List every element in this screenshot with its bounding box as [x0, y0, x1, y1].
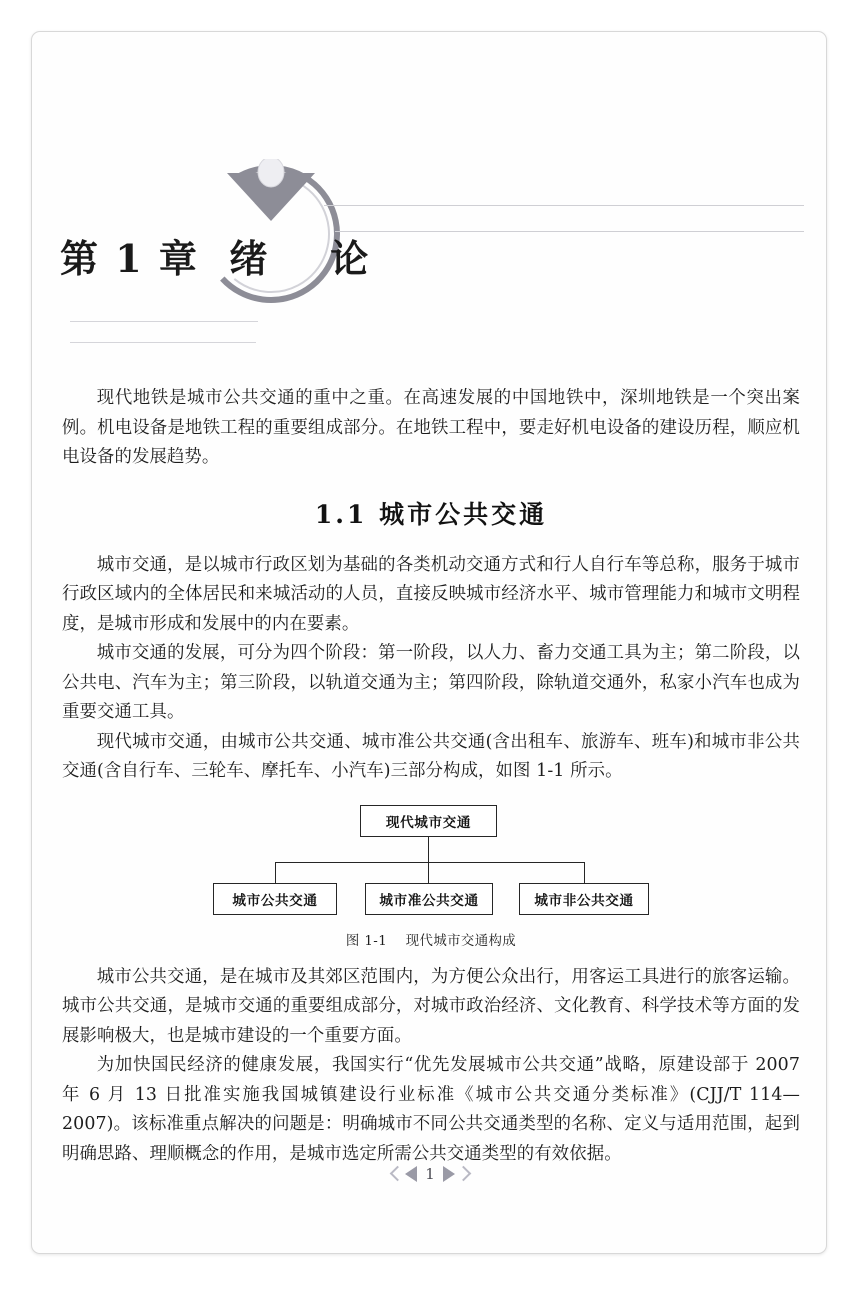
tree-node-public-transport: 城市公共交通 — [213, 883, 337, 915]
figure-block — [62, 805, 800, 949]
header-rule-left-top — [70, 321, 258, 322]
footer-arrows-right — [443, 1166, 468, 1182]
connector-drop-child-1 — [275, 862, 276, 883]
triangle-right-icon — [443, 1166, 455, 1182]
chevron-left-outer-icon — [392, 1167, 402, 1182]
page-footer — [32, 1165, 828, 1183]
chevron-right-outer-icon — [458, 1167, 468, 1182]
transport-composition-tree-diagram — [213, 805, 649, 917]
figure-caption: 图 1-1 现代城市交通构成 — [345, 933, 517, 949]
section-paragraph-3: 现代城市交通，由城市公共交通、城市准公共交通(含出租车、旅游车、班车)和城市非公共交通(含自行车、三轮车、摩托车、小汽车)三部分构成，如图 1-1 所示。 — [62, 731, 800, 781]
section-heading: 1.1 城市公共交通 — [314, 499, 548, 529]
page-content — [62, 384, 800, 1169]
section-paragraph-4: 城市公共交通，是在城市及其郊区范围内，为方便公众出行，用客运工具进行的旅客运输。城市公共交通，是城市交通的重要组成部分，对城市政治经济、文化教育、科学技术等方面的发展影响极大，也是城市建设的一个重要方面。 — [62, 966, 800, 1046]
connector-horizontal-bus — [275, 862, 585, 863]
section-paragraph-2: 城市交通的发展，可分为四个阶段：第一阶段，以人力、畜力交通工具为主；第二阶段，以公共电、汽车为主；第三阶段，以轨道交通为主；第四阶段，除轨道交通外，私家小汽车也成为重要交通工具。 — [62, 643, 800, 722]
connector-root-stem — [428, 837, 429, 862]
chapter-title: 第 1 章 绪 论 — [60, 236, 371, 281]
header-rule-right-bottom — [335, 231, 804, 232]
triangle-left-icon — [405, 1166, 417, 1182]
section-paragraph-1: 城市交通，是以城市行政区划为基础的各类机动交通方式和行人自行车等总称，服务于城市行政区域内的全体居民和来城活动的人员，直接反映城市经济水平、城市管理能力和城市文明程度，是城市形成和发展中的内在要素。 — [62, 554, 800, 634]
header-rule-right-top — [324, 205, 804, 206]
connector-drop-child-3 — [584, 862, 585, 883]
section-paragraph-5: 为加快国民经济的健康发展，我国实行“优先发展城市公共交通”战略，原建设部于 2007 年 6 月 13 日批准实施我国城镇建设行业标准《城市公共交通分类标准》(CJJ/T 114—2007)。该标准重点解决的问题是：明确城市不同公共交通类型的名称、定义与适用范围，起到明确思路、理顺概念的作用，是城市选定所需公共交通类型的有效依据。 — [62, 1055, 800, 1164]
header-rule-left-bottom — [70, 342, 256, 343]
tree-node-root: 现代城市交通 — [360, 805, 497, 837]
footer-arrows-left — [392, 1166, 417, 1182]
connector-drop-child-2 — [428, 862, 429, 883]
chapter-header — [32, 32, 828, 362]
tree-node-non-public-transport: 城市非公共交通 — [519, 883, 649, 915]
page-sheet — [31, 31, 827, 1254]
tree-node-quasi-public-transport: 城市准公共交通 — [365, 883, 493, 915]
page-number: 1 — [425, 1165, 435, 1183]
intro-paragraph: 现代地铁是城市公共交通的重中之重。在高速发展的中国地铁中，深圳地铁是一个突出案例。机电设备是地铁工程的重要组成部分。在地铁工程中，要走好机电设备的建设历程，顺应机电设备的发展趋势。 — [62, 388, 800, 467]
